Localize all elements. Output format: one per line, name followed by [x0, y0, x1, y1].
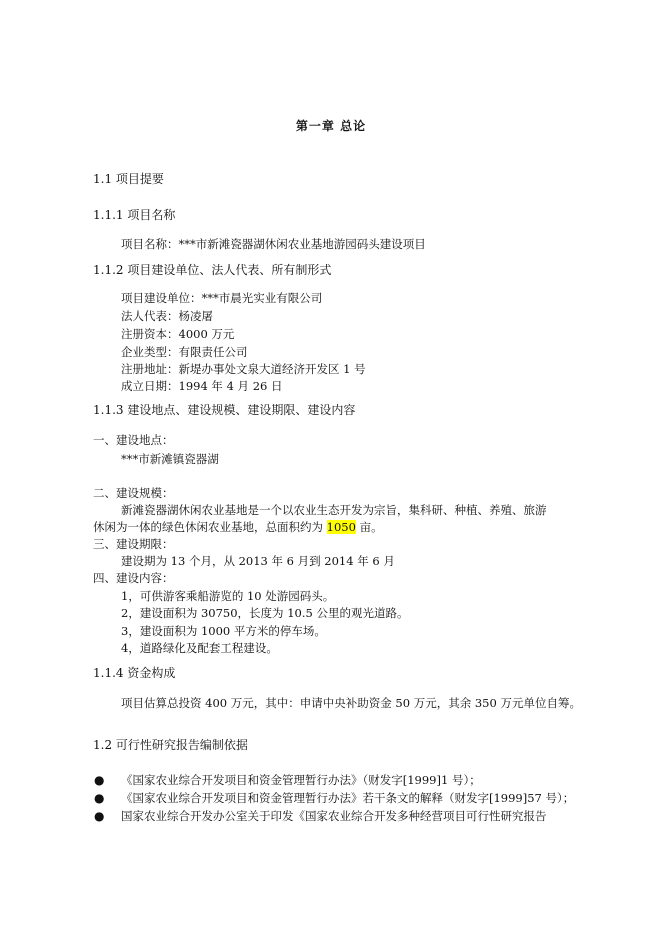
unit-line: 注册资本：4000 万元 [121, 327, 235, 341]
section-1-2-heading: 1.2 可行性研究报告编制依据 [93, 738, 248, 752]
unit-line: 注册地址：新堤办事处文泉大道经济开发区 1 号 [121, 362, 366, 376]
section-1-1-4-heading: 1.1.4 资金构成 [93, 666, 176, 680]
funding-line: 项目估算总投资 400 万元，其中：申请中央补助资金 50 万元，其余 350 万元单位自筹。 [121, 696, 581, 710]
basis-list-item [0, 790, 662, 806]
scale-line-2 [93, 519, 383, 535]
unit-line: 成立日期：1994 年 4 月 26 日 [121, 379, 283, 393]
basis-item-text: 国家农业综合开发办公室关于印发《国家农业综合开发多种经营项目可行性研究报告 [121, 809, 547, 823]
period-value: 建设期为 13 个月，从 2013 年 6 月到 2014 年 6 月 [121, 554, 395, 568]
section-1-1-1-heading: 1.1.1 项目名称 [93, 208, 176, 222]
section-1-1-heading: 1.1 项目提要 [93, 172, 164, 186]
unit-line: 项目建设单位：***市晨光实业有限公司 [121, 291, 323, 305]
basis-item-text: 《国家农业综合开发项目和资金管理暂行办法》若干条文的解释（财发字[1999]57 号）； [121, 791, 575, 805]
bullet-icon: ● [94, 809, 105, 823]
content-item: 2，建设面积为 30750，长度为 10.5 公里的观光道路。 [121, 606, 409, 620]
unit-line: 法人代表：杨凌屠 [121, 309, 213, 323]
scale-line-1: 新滩瓷器湖休闲农业基地是一个以农业生态开发为宗旨，集科研、种植、养殖、旅游 [121, 503, 547, 517]
section-1-1-3-heading: 1.1.3 建设地点、建设规模、建设期限、建设内容 [93, 403, 356, 417]
unit-line: 企业类型：有限责任公司 [121, 345, 248, 359]
project-name-line: 项目名称：***市新滩瓷器湖休闲农业基地游园码头建设项目 [121, 237, 426, 251]
highlighted-area-value: 1050 [326, 520, 356, 534]
scale-heading: 二、建设规模： [93, 486, 174, 500]
content-item: 4，道路绿化及配套工程建设。 [121, 641, 278, 655]
bullet-icon: ● [94, 791, 105, 805]
chapter-title: 第一章 总论 [295, 119, 367, 133]
content-item: 3，建设面积为 1000 平方米的停车场。 [121, 624, 326, 638]
location-value: ***市新滩镇瓷器湖 [121, 452, 219, 466]
section-1-1-2-heading: 1.1.2 项目建设单位、法人代表、所有制形式 [93, 263, 332, 277]
period-heading: 三、建设期限： [93, 537, 174, 551]
basis-list-item [0, 772, 662, 788]
content-item: 1，可供游客乘船游览的 10 处游园码头。 [121, 589, 335, 603]
bullet-icon: ● [94, 773, 105, 787]
scale-line-2-post: 亩。 [355, 520, 383, 534]
location-heading: 一、建设地点： [93, 433, 174, 447]
basis-item-text: 《国家农业综合开发项目和资金管理暂行办法》（财发字[1999]1 号）； [121, 773, 481, 787]
scale-line-2-pre: 休闲为一体的绿色休闲农业基地，总面积约为 [93, 520, 327, 534]
basis-list-item [0, 808, 662, 824]
content-heading: 四、建设内容： [93, 571, 174, 585]
